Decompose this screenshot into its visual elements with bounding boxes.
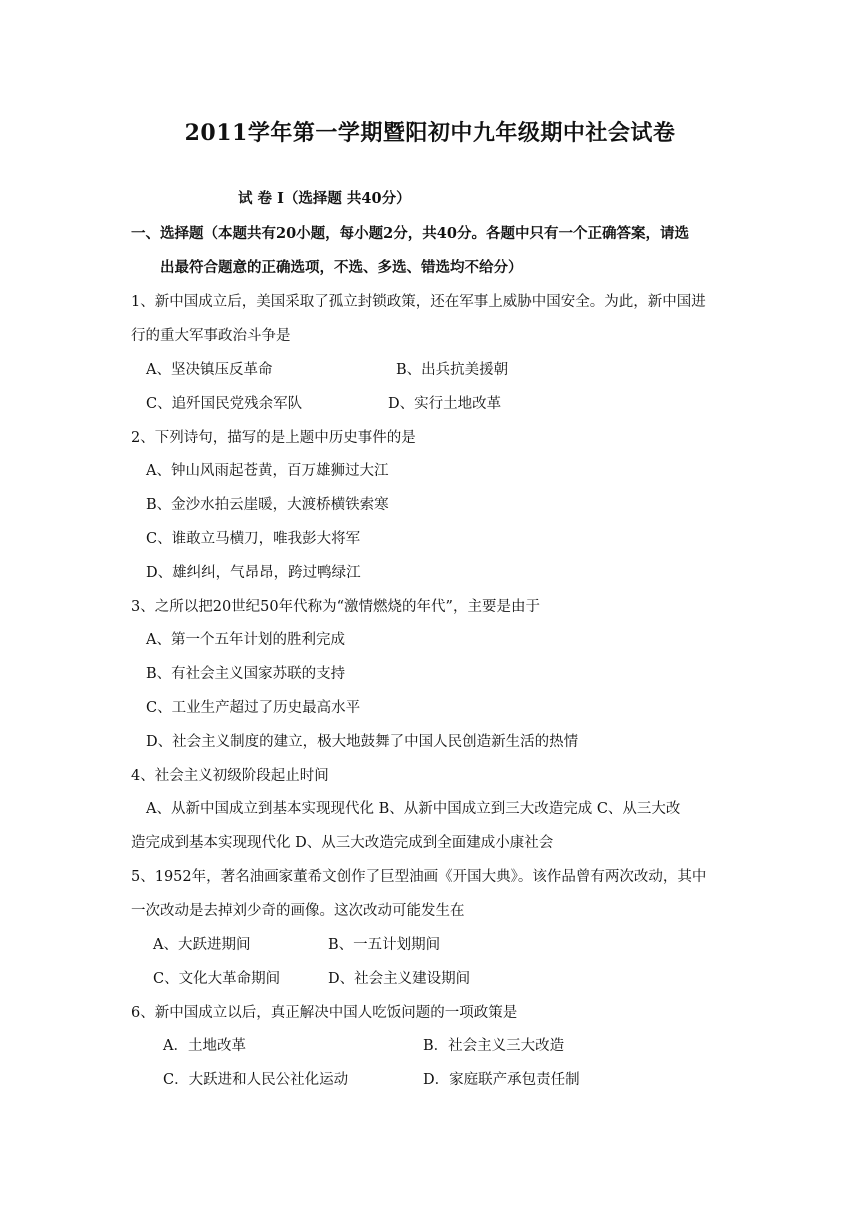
part-one-header: 试 卷 Ⅰ（选择题 共40分） (238, 190, 411, 207)
question-3-option-c: C、工业生产超过了历史最高水平 (146, 700, 361, 716)
question-3-option-d: D、社会主义制度的建立，极大地鼓舞了中国人民创造新生活的热情 (146, 734, 579, 750)
question-6-stem: 6、新中国成立以后，真正解决中国人吃饭问题的一项政策是 (131, 1005, 518, 1021)
question-2-option-d: D、雄纠纠，气昂昂，跨过鸭绿江 (146, 565, 361, 581)
question-2-stem: 2、下列诗句，描写的是上题中历史事件的是 (131, 430, 416, 446)
question-2-option-c: C、谁敢立马横刀，唯我彭大将军 (146, 531, 361, 547)
question-6-option-a: A．土地改革 (163, 1038, 246, 1054)
question-6-option-d: D．家庭联产承包责任制 (423, 1072, 580, 1088)
question-3-option-a: A、第一个五年计划的胜利完成 (146, 632, 345, 648)
question-3-stem: 3、之所以把20世纪50年代称为“激情燃烧的年代”，主要是由于 (131, 599, 540, 615)
question-5-stem-line-1: 5、1952年，著名油画家董希文创作了巨型油画《开国大典》。该作品曾有两次改动，其中 (131, 869, 707, 885)
question-5-option-a: A、大跃进期间 (153, 937, 251, 953)
question-5-option-c: C、文化大革命期间 (153, 971, 281, 987)
question-1-option-b: B、出兵抗美援朝 (396, 362, 509, 378)
question-4-options-line-1: A、从新中国成立到基本实现现代化 B、从新中国成立到三大改造完成 C、从三大改 (146, 801, 681, 817)
question-5-option-b: B、一五计划期间 (328, 937, 441, 953)
exam-title: 2011学年第一学期暨阳初中九年级期中社会试卷 (184, 120, 676, 146)
question-2-option-a: A、钟山风雨起苍黄，百万雄狮过大江 (146, 463, 389, 479)
question-1-option-d: D、实行土地改革 (388, 396, 502, 412)
question-3-option-b: B、有社会主义国家苏联的支持 (146, 666, 346, 682)
question-4-options-line-2: 造完成到基本实现现代化 D、从三大改造完成到全面建成小康社会 (131, 835, 554, 851)
question-5-stem-line-2: 一次改动是去掉刘少奇的画像。这次改动可能发生在 (131, 903, 465, 919)
question-6-option-b: B．社会主义三大改造 (423, 1038, 565, 1054)
question-1-option-c: C、追歼国民党残余军队 (146, 396, 303, 412)
question-6-option-c: C．大跃进和人民公社化运动 (163, 1072, 349, 1088)
question-1-stem-line-2: 行的重大军事政治斗争是 (131, 328, 291, 344)
section-heading-line-1: 一、选择题（本题共有20小题，每小题2分，共40分。各题中只有一个正确答案，请选 (131, 225, 689, 242)
section-heading-line-2: 出最符合题意的正确选项，不选、多选、错选均不给分） (160, 259, 523, 276)
question-2-option-b: B、金沙水拍云崖暖，大渡桥横铁索寒 (146, 497, 389, 513)
question-1-stem-line-1: 1、新中国成立后，美国采取了孤立封锁政策，还在军事上威胁中国安全。为此，新中国进 (131, 294, 706, 310)
question-1-option-a: A、坚决镇压反革命 (146, 362, 273, 378)
question-4-stem: 4、社会主义初级阶段起止时间 (131, 768, 329, 784)
question-5-option-d: D、社会主义建设期间 (328, 971, 471, 987)
